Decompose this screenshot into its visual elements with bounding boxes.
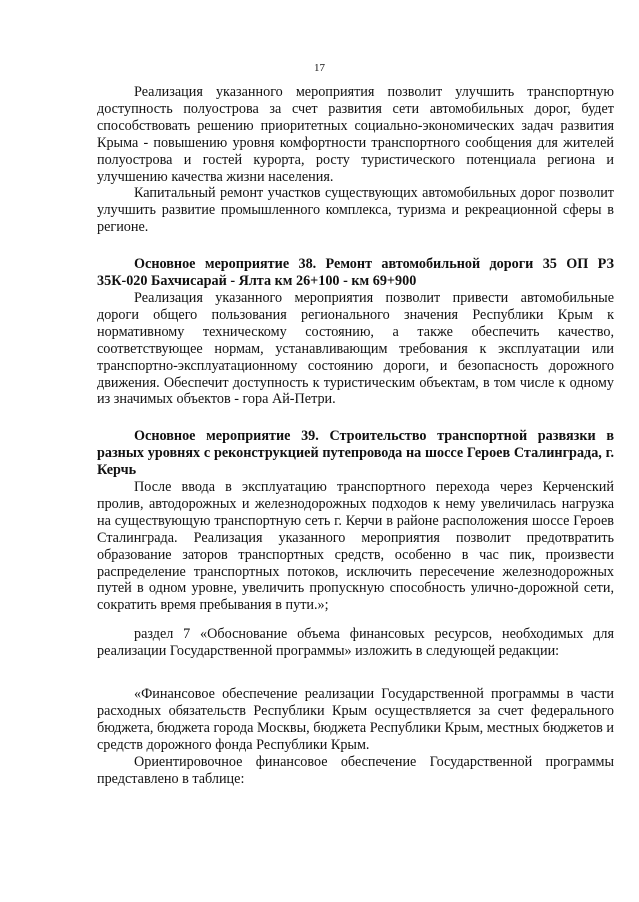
document-body (97, 84, 614, 788)
heading-measure-39: Основное мероприятие 39. Строительство транспортной развязки в разных уровнях с реконструкцией путепровода на шоссе Героев Сталинграда, г. Керчь (97, 428, 614, 479)
paragraph-table-reference: Ориентировочное финансовое обеспечение Государственной программы представлено в таблице: (97, 753, 614, 787)
paragraph-measure-39-description: После ввода в эксплуатацию транспортного перехода через Керченский пролив, автодорожных и железнодорожных подходов к нему увеличилась нагрузка на существующую транспортную сеть г. Керчи в районе расположения шоссе Героев Сталинграда. Реализация указанного мероприятия позволит предотвратить образование заторов транспортных средств, особенно в час пик, произвести распределение транспортных потоков, исключить пересечение железнодорожных путей в одном уровне, увеличить пропускную способность улично-дорожной сети, сократить время пребывания в пути.»; (97, 479, 614, 614)
heading-measure-38: Основное мероприятие 38. Ремонт автомобильной дороги 35 ОП РЗ 35К-020 Бахчисарай - Ялта км 26+100 - км 69+900 (97, 256, 614, 290)
paragraph-measure-38-description: Реализация указанного мероприятия позволит привести автомобильные дороги общего пользования регионального значения Республики Крым к нормативному техническому состоянию, а также обеспечить качество, соответствующее нормам, устанавливающим требования к эксплуатации или транспортно-эксплуатационному состоянию дороги, и безопасность дорожного движения. Обеспечит доступность к туристическим объектам, в том числе к одному из значимых объектов - гора Ай-Петри. (97, 289, 614, 408)
page-number: 17 (314, 62, 325, 74)
paragraph-section-7-amendment: раздел 7 «Обоснование объема финансовых ресурсов, необходимых для реализации Государственной программы» изложить в следующей редакции: (97, 626, 614, 660)
paragraph-financial-support: «Финансовое обеспечение реализации Государственной программы в части расходных обязательств Республики Крым осуществляется за счет федерального бюджета, бюджета города Москвы, бюджета Республики Крым, местных бюджетов и средств дорожного фонда Республики Крым. (97, 686, 614, 753)
paragraph-capital-repair: Капитальный ремонт участков существующих автомобильных дорог позволит улучшить развитие промышленного комплекса, туризма и рекреационной сферы в регионе. (97, 185, 614, 236)
paragraph-transport-accessibility: Реализация указанного мероприятия позволит улучшить транспортную доступность полуострова за счет развития сети автомобильных дорог, будет способствовать решению приоритетных социально-экономических задач развития Крыма - повышению уровня комфортности транспортного сообщения для жителей полуострова и гостей курорта, росту туристического потенциала региона и улучшению качества жизни населения. (97, 84, 614, 185)
